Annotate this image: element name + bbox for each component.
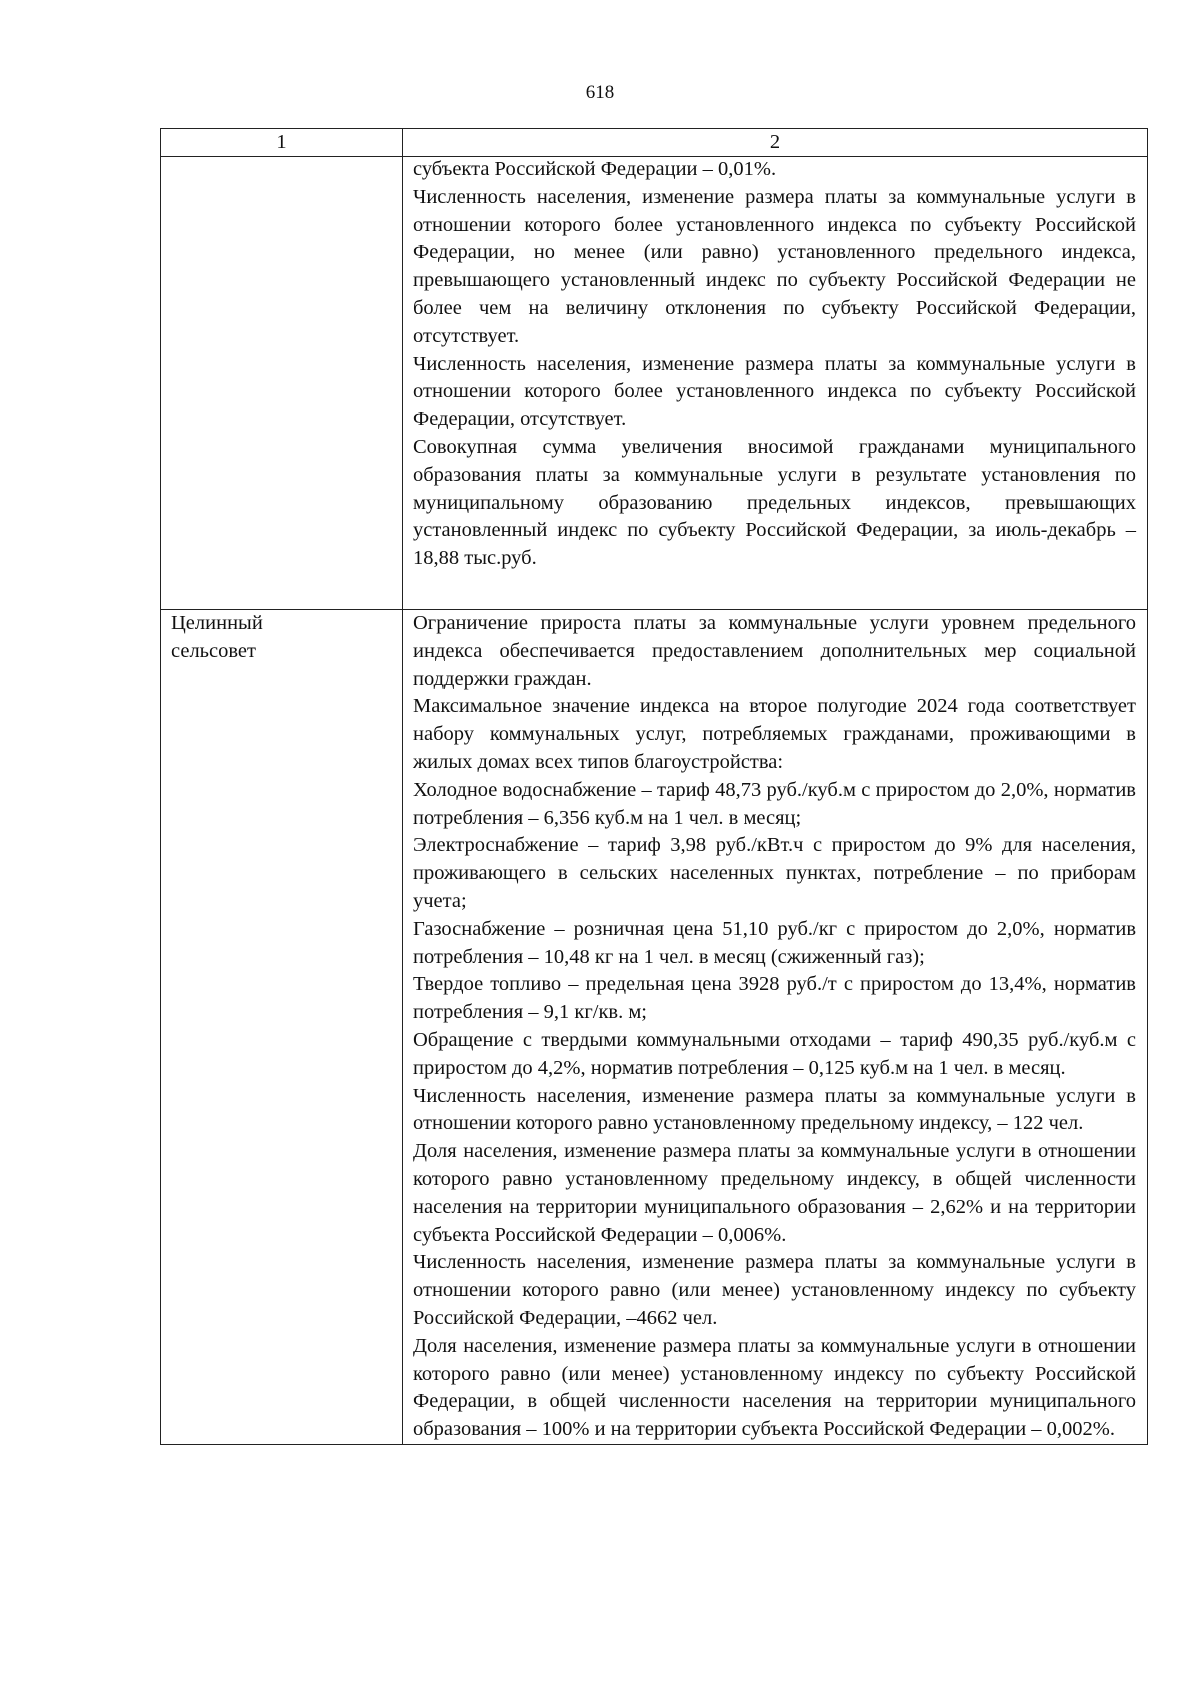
paragraph: Ограничение прироста платы за коммунальные услуги уровнем предельного индекса обеспечивается предоставлением дополнительных мер социальной поддержки граждан. (413, 612, 1136, 690)
table-row (161, 610, 1148, 1445)
municipality-name-line: Целинный (171, 612, 263, 634)
page-number: 618 (585, 82, 615, 103)
municipality-cell (161, 610, 403, 1445)
column-header-1: 1 (161, 129, 403, 157)
paragraph: Обращение с твердыми коммунальными отходами – тариф 490,35 руб./куб.м с приростом до 4,2%, норматив потребления – 0,125 куб.м на 1 чел. в месяц. (413, 1028, 1136, 1079)
paragraph: Твердое топливо – предельная цена 3928 руб./т с приростом до 13,4%, норматив потребления – 9,1 кг/кв. м; (413, 973, 1136, 1024)
paragraph: Доля населения, изменение размера платы за коммунальные услуги в отношении которого равно установленному предельному индексу, в общей численности населения на территории муниципального образования – 2,62% и на территории субъекта Российской Федерации – 0,006%. (413, 1140, 1136, 1246)
description-cell (403, 610, 1148, 1445)
table-row (161, 157, 1148, 610)
column-header-2: 2 (403, 129, 1148, 157)
paragraph: Совокупная сумма увеличения вносимой гражданами муниципального образования платы за коммунальные услуги в результате установления по муниципальному образованию предельных индексов, превышающих установленный индекс по субъекту Российской Федерации, за июль-декабрь – 18,88 тыс.руб. (413, 435, 1136, 570)
municipality-cell (161, 157, 403, 610)
paragraph: Электроснабжение – тариф 3,98 руб./кВт.ч с приростом до 9% для населения, проживающего в сельских населенных пунктах, потребление – по приборам учета; (413, 834, 1136, 912)
description-cell (403, 157, 1148, 610)
document-table (160, 128, 1148, 1445)
paragraph: Максимальное значение индекса на второе полугодие 2024 года соответствует набору коммунальных услуг, потребляемых гражданами, проживающими в жилых домах всех типов благоустройства: (413, 695, 1136, 773)
municipality-name-line: сельсовет (171, 639, 256, 662)
paragraph: Численность населения, изменение размера платы за коммунальные услуги в отношении которого равно установленному предельному индексу, – 122 чел. (413, 1084, 1136, 1135)
paragraph: Численность населения, изменение размера платы за коммунальные услуги в отношении которого более установленного индекса по субъекту Российской Федерации, но менее (или равно) установленного предельного индекса, превышающего установленный индекс по субъекту Российской Федерации не более чем на величину отклонения по субъекту Российской Федерации, отсутствует. (413, 185, 1136, 347)
paragraph: Численность населения, изменение размера платы за коммунальные услуги в отношении которого более установленного индекса по субъекту Российской Федерации, отсутствует. (413, 352, 1136, 431)
paragraph: Численность населения, изменение размера платы за коммунальные услуги в отношении которого равно (или менее) установленному индексу по субъекту Российской Федерации, –4662 чел. (413, 1251, 1136, 1329)
paragraph: Газоснабжение – розничная цена 51,10 руб./кг с приростом до 2,0%, норматив потребления – 10,48 кг на 1 чел. в месяц (сжиженный газ); (413, 917, 1136, 968)
paragraph: Доля населения, изменение размера платы за коммунальные услуги в отношении которого равно (или менее) установленному индексу по субъекту Российской Федерации, в общей численности населения на территории муниципального образования – 100% и на территории субъекта Российской Федерации – 0,002%. (413, 1334, 1136, 1441)
paragraph: субъекта Российской Федерации – 0,01%. (413, 158, 777, 180)
table-header-row (161, 129, 1148, 157)
paragraph: Холодное водоснабжение – тариф 48,73 руб./куб.м с приростом до 2,0%, норматив потребления – 6,356 куб.м на 1 чел. в месяц; (413, 778, 1136, 829)
